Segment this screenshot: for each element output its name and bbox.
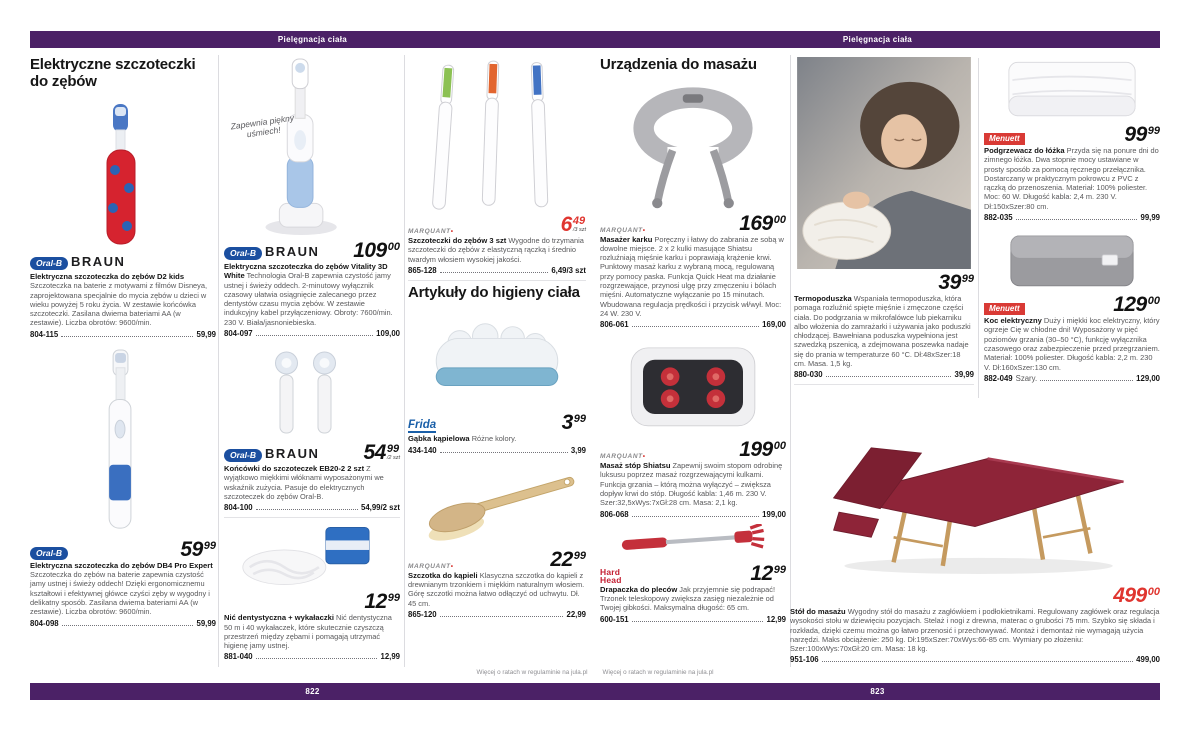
section-title-massage: Urządzenia do masażu (600, 56, 757, 73)
product-image-massage-table (790, 410, 1160, 582)
article-number: 806-061 (600, 320, 629, 330)
product-title: Stół do masażu (790, 607, 846, 616)
db4-toothbrush-illustration (63, 348, 183, 536)
product-text (790, 607, 1160, 653)
product-text (30, 561, 216, 617)
price: 12 99 (750, 561, 786, 585)
product-image-sponge (408, 309, 586, 409)
product-text (600, 235, 786, 319)
article-row (600, 510, 786, 519)
divider (978, 58, 979, 398)
section-title-electric-toothbrushes: Elektryczne szczoteczki do zębów (30, 56, 196, 90)
brand-row (408, 214, 586, 235)
article-row (790, 655, 1160, 664)
article-number: 600-151 (600, 614, 629, 624)
product-desc: Poręczny i łatwy do zabrania ze sobą w dowolne miejsce. 2 x 2 kulki masujące Shiatsu rozluźniają mięśnie karku i poprawiają krążenie krwi. Punktowy masaż karku z wybraną mocą, regulowaną przy pomocy paska. Funkcja Quick Heat ma działanie rozgrzewające, przynosi ulgę przy zmęczeniu i bólach mięśni. Automatyczne wyłączanie po 15 minutach. Wbudowana regulacja prędkości i przycisk wł/wył. Moc: 24 W. 230 V. (600, 234, 784, 318)
product-desc: Klasyczna szczotka do kąpieli z drewnianym trzonkiem i miękkim naturalnym włosiem. Górę szczotki można łatwo odłączyć od uchwytu. Dł. 45 cm. (408, 570, 585, 608)
product-text (408, 571, 586, 608)
article-row (600, 320, 786, 329)
article-row (224, 503, 400, 512)
marquant-logo: MARQUANT• (600, 226, 646, 234)
article-number: 882-049 (984, 373, 1013, 383)
article-price: 3,99 (570, 445, 586, 455)
product-title: Masaż stóp Shiatsu (600, 461, 671, 471)
brand-row (600, 213, 786, 234)
article-row (600, 615, 786, 624)
product-title: Nić dentystyczna + wykałaczki (224, 613, 334, 623)
dotted-leader (61, 336, 193, 337)
article-price: 169,00 (762, 320, 786, 330)
article-price: 99,99 (1140, 213, 1160, 223)
separator (408, 280, 586, 281)
vitality-toothbrush-illustration (237, 57, 387, 237)
dotted-leader (822, 661, 1134, 662)
product-desc: Szczoteczka do zębów na baterie zapewnia czystość jamy ustnej i świeży oddech! Dzięki ergonomicznemu kształtowi i efektywnej główce czyści zęby w wygodny i delikatny sposób. Zasilana dwiema bateriami AA (w zestawie). Liczba obrotów: 9600/min. (30, 570, 210, 617)
article-row (408, 266, 586, 275)
floss-illustration (228, 524, 396, 588)
price-row (790, 585, 1160, 606)
massage-table-illustration (790, 412, 1160, 582)
article-number: 434-140 (408, 445, 437, 455)
article-row (224, 329, 400, 338)
braun-logo: BRAUN (264, 244, 320, 259)
product-image-db4 (30, 344, 216, 536)
woman-photo-illustration (794, 57, 974, 269)
product-image-bathbrush (408, 460, 586, 546)
product-image-scratcher (600, 524, 786, 560)
marquant-logo: MARQUANT• (408, 228, 454, 235)
article-note: Szary. (1015, 373, 1038, 383)
product-image-foot-massager (600, 334, 786, 436)
column-massage (600, 55, 786, 629)
article-number: 865-120 (408, 609, 437, 619)
price: 169 00 (739, 211, 786, 235)
oralb-logo: Oral-B (224, 449, 262, 462)
article-row (224, 652, 400, 661)
article-row (408, 610, 586, 619)
article-number: 804-097 (224, 329, 253, 339)
article-number: 882-035 (984, 213, 1013, 223)
product-desc: Wygodne do trzymania szczoteczki do zębów z elastyczną rączką i średnio twardym włosiem wysokiej jakości. (408, 236, 584, 264)
article-number: 806-068 (600, 509, 629, 519)
brand-row (224, 240, 400, 261)
category-label-left: Pielęgnacja ciała (277, 35, 348, 44)
product-title: Końcówki do szczoteczek EB20-2 2 szt (224, 464, 365, 474)
lifestyle-photo-thermo-pillow (794, 55, 974, 269)
brand-row (30, 539, 216, 560)
product-text (408, 236, 586, 264)
dotted-leader (632, 621, 764, 622)
product-image-vitality (224, 55, 400, 237)
article-number: 880-030 (794, 370, 823, 380)
menuett-logo: Menuett (984, 133, 1025, 145)
article-number: 865-128 (408, 265, 437, 275)
product-text (224, 464, 400, 501)
brand-row (984, 294, 1160, 315)
hardhead-logo: Hard Head (600, 566, 622, 585)
frida-logo: Frida (408, 419, 436, 433)
dotted-leader (256, 509, 358, 510)
article-row (408, 446, 586, 455)
price: 109 00 (353, 239, 400, 262)
oralb-logo: Oral-B (30, 257, 68, 270)
article-row (30, 619, 216, 628)
divider (404, 55, 405, 667)
product-desc: Nić dentystyczna 50 m i 40 wykałaczek, które skutecznie czyszczą przestrzeń między zębami i pomagają utrzymać higienę jamy ustnej. (224, 613, 392, 651)
column-thermo (794, 55, 974, 389)
dotted-leader (440, 616, 564, 617)
page-number-right: 823 (870, 687, 885, 696)
product-title: Masażer karku (600, 234, 653, 244)
bath-brush-illustration (411, 462, 583, 546)
kids-toothbrush-illustration (63, 100, 183, 250)
price: 39 99 (938, 271, 974, 294)
article-number: 804-115 (30, 329, 59, 339)
rates-note-right: Więcej o ratach w regulaminie na jula.pl (602, 669, 714, 676)
product-image-brush3 (408, 55, 586, 211)
page-number-left: 822 (305, 687, 320, 696)
product-text (408, 434, 586, 443)
product-massage-table (790, 410, 1160, 669)
article-price: 12,99 (380, 652, 400, 662)
article-number: 951-106 (790, 655, 819, 665)
price: 499 00 (1113, 584, 1160, 607)
foot-massager-illustration (608, 336, 778, 436)
product-title: Szczotka do kąpieli (408, 570, 478, 580)
marquant-logo: MARQUANT• (600, 453, 646, 461)
back-scratcher-illustration (602, 524, 784, 560)
product-desc: Technologia Oral-B zapewnia czystość jamy ustnej i świeży oddech. 2-minutowy wyłącznik czasowy ułatwia osiągnięcie zalecanego przez dentystów czasu mycia zębów. W zestawie indukcyjny kabel przyłączeniowy. Obroty: 7600/min. 230 V. Biała/jasnoniebieska. (224, 271, 393, 327)
dotted-leader (62, 625, 194, 626)
electric-blanket-illustration (987, 229, 1157, 291)
product-desc: Wygodny stół do masażu z zagłówkiem i podłokietnikami. Regulowany zagłówek oraz regulacja wysokości stołu w dziewięciu pozycjach. Stelaż i nogi z drewna, materac o grubości 75 mm. Szybko się składa i rozkłada, dzięki czemu można go łatwo przenosić i przechowywać. Montaż i demontaż nie wymagają użycia narzędzi. Maks obciążenie: 250 kg. Dł:195xSzer:70xWys:66-85 cm. Wymiary po złożeniu: Szer:100xWys:70xGł:20 cm. Masa: 18 kg. (790, 607, 1160, 654)
separator (794, 384, 974, 385)
sponge-illustration (423, 311, 571, 409)
neck-massager-illustration (605, 84, 781, 210)
product-image-d2kids (30, 98, 216, 250)
marquant-logo: MARQUANT• (408, 562, 454, 570)
product-title: Elektryczna szczoteczka do zębów D2 kids (30, 272, 185, 281)
rates-note-left: Więcej o ratach w regulaminie na jula.pl (476, 669, 588, 676)
brand-row (408, 549, 586, 570)
product-desc: Zapewnij swoim stopom odrobinę luksusu poprzez masaż rozgrzewającymi kulkami. Funkcja grzania – którą można wyłączyć – zwiększa dopływ krwi do stóp. Długość kabla: 1,46 m. 230 V. Szer:32,5xWys:7xGł:28 cm. Masa: 2,1 kg. (600, 461, 783, 508)
product-text (984, 316, 1160, 372)
product-title: Koc elektryczny (984, 316, 1042, 326)
price-row (224, 591, 400, 612)
dotted-leader (440, 272, 549, 273)
product-desc: Różne kolory. (471, 434, 517, 444)
menuett-logo: Menuett (984, 303, 1025, 315)
article-row (984, 213, 1160, 222)
price: 129 00 (1113, 293, 1160, 317)
oralb-logo: Oral-B (224, 247, 262, 260)
article-price: 129,00 (1136, 373, 1160, 383)
product-desc: Szczoteczka na baterie z motywami z filmów Disneya, zaprojektowana specjalnie do mycia zębów u dzieci w wieku powyżej 5 roku życia. W zestawie końcówka szczoteczki. Zasilana dwiema bateriami AA (w zestawie). Liczba obrotów: 9600/min. (30, 281, 208, 328)
braun-logo: BRAUN (70, 254, 126, 269)
price: 6 49 /3 szt (560, 213, 586, 236)
category-label-right: Pielęgnacja ciała (842, 35, 913, 44)
brush-heads-illustration (252, 347, 372, 439)
product-text (224, 613, 400, 650)
section-title-hygiene: Artykuły do higieny ciała (408, 283, 580, 301)
column-electric-toothbrushes (30, 55, 216, 633)
product-desc: Jak przyjemnie się podrapać! Trzonek teleskopowy zwiększa zasięg niezależnie od Twojej gibkości. Maksymalna długość: 65 cm. (600, 584, 776, 613)
handwritten-note: Zapewnia piękny uśmiech! (230, 112, 295, 140)
article-price: 39,99 (954, 370, 974, 380)
price-row (794, 272, 974, 293)
three-toothbrushes-illustration (411, 57, 583, 211)
price: 199 00 (739, 438, 786, 462)
price: 12 99 (364, 590, 400, 614)
brand-row (984, 124, 1160, 145)
oralb-logo: Oral-B (30, 547, 68, 560)
price: 22 99 (550, 547, 586, 571)
product-desc: Duży i miękki koc elektryczny, który ogrzeje Cię w chłodne dni! Wyposażony w pięć poziomów grzania (30–50 °C), funkcję wyłącznika czasowego oraz zabezpieczenie przed przegrzaniem. Materiał: 100% poliester. Długość kabla: 2,2 m. 230 V. Dł:160xSzer:130 cm. (984, 316, 1160, 372)
price: 99 99 (1124, 123, 1160, 146)
product-desc: Przyda się na ponure dni do zimnego łóżka. Dwa stopnie mocy ustawiane w prosty sposób za pomocą ręcznego przełącznika. Dostarczany w praktycznym pokrowcu z PVC z rączką do przenoszenia. Materiał: 100% poliester. Moc: 60 W. Długość kabla: 2,4 m. 230 V. Dł:150xSzer:80 cm. (984, 146, 1159, 211)
article-number: 804-100 (224, 503, 253, 513)
divider (218, 55, 219, 667)
product-desc: Z wyjątkowo miękkimi włóknami wyposażonymi we wskaźnik zużycia. Pasuje do elektrycznych szczoteczek do zębów Oral-B. (224, 464, 384, 501)
product-title: Termopoduszka (794, 294, 852, 303)
product-text (600, 461, 786, 507)
product-text (30, 272, 216, 328)
product-title: Elektryczna szczoteczka do zębów Vitality 3D White (224, 262, 388, 281)
product-text (984, 146, 1160, 211)
article-price: 59,99 (196, 618, 216, 628)
article-price: 12,99 (766, 614, 786, 624)
article-price: 59,99 (196, 329, 216, 339)
article-row (30, 330, 216, 339)
dotted-leader (256, 335, 374, 336)
article-price: 6,49/3 szt (551, 265, 586, 275)
brand-row (600, 563, 786, 584)
price: 54 99 /2 szt (363, 441, 400, 465)
product-image-neck-massager (600, 82, 786, 210)
product-image-bedwarmer (984, 55, 1160, 121)
product-text (600, 585, 786, 613)
separator (224, 517, 400, 518)
article-price: 22,99 (566, 609, 586, 619)
dotted-leader (632, 326, 760, 327)
article-price: 54,99/2 szt (360, 503, 400, 513)
dotted-leader (256, 658, 378, 659)
braun-logo: BRAUN (264, 446, 320, 462)
article-price: 499,00 (1136, 655, 1160, 665)
dotted-leader (1040, 380, 1133, 381)
product-text (794, 294, 974, 368)
brand-row (224, 442, 400, 463)
product-title: Elektryczna szczoteczka do zębów DB4 Pro Expert (30, 560, 213, 570)
dotted-leader (632, 516, 760, 517)
brand-row (600, 439, 786, 460)
column-hygiene (408, 55, 586, 624)
article-row (794, 370, 974, 379)
column-bed-heating (984, 55, 1160, 388)
column-oralb (224, 55, 400, 666)
article-price: 109,00 (376, 329, 400, 339)
product-text (224, 262, 400, 327)
product-desc: Wspaniała termopoduszka, która pomaga rozluźnić spięte mięśnie i zmęczone części ciała. Do podgrzania w mikrofalówce lub piekarniku albo włożenia do zamrażarki i używania jako poduszki chłodzącej. Bawełniana poduszka wypełniona jest szwedzką pszenicą, a zdejmowana poszewka nadaje się do prania w temperaturze 60 °C. Dł:48xSzer:18 cm. Masa. 1,5 kg. (794, 294, 971, 369)
dotted-leader (440, 452, 568, 453)
brand-row (408, 412, 586, 433)
article-number: 881-040 (224, 652, 253, 662)
product-image-brush-heads (224, 343, 400, 439)
article-row (984, 374, 1160, 383)
product-title: Podgrzewacz do łóżka (984, 146, 1065, 155)
category-bar-top (30, 31, 1160, 48)
price: 59 99 (180, 537, 216, 561)
dotted-leader (826, 376, 952, 377)
product-title: Gąbka kąpielowa (408, 434, 470, 444)
price: 3 99 (561, 411, 586, 435)
article-price: 199,00 (762, 509, 786, 519)
brand-row (30, 253, 216, 271)
bed-warmer-illustration (987, 57, 1157, 121)
product-image-blanket (984, 227, 1160, 291)
dotted-leader (1016, 219, 1138, 220)
product-image-floss (224, 522, 400, 588)
product-title: Szczoteczki do zębów 3 szt (408, 236, 507, 245)
product-title: Drapaczka do pleców (600, 584, 678, 594)
page-number-bar (30, 683, 1160, 700)
article-number: 804-098 (30, 618, 59, 628)
